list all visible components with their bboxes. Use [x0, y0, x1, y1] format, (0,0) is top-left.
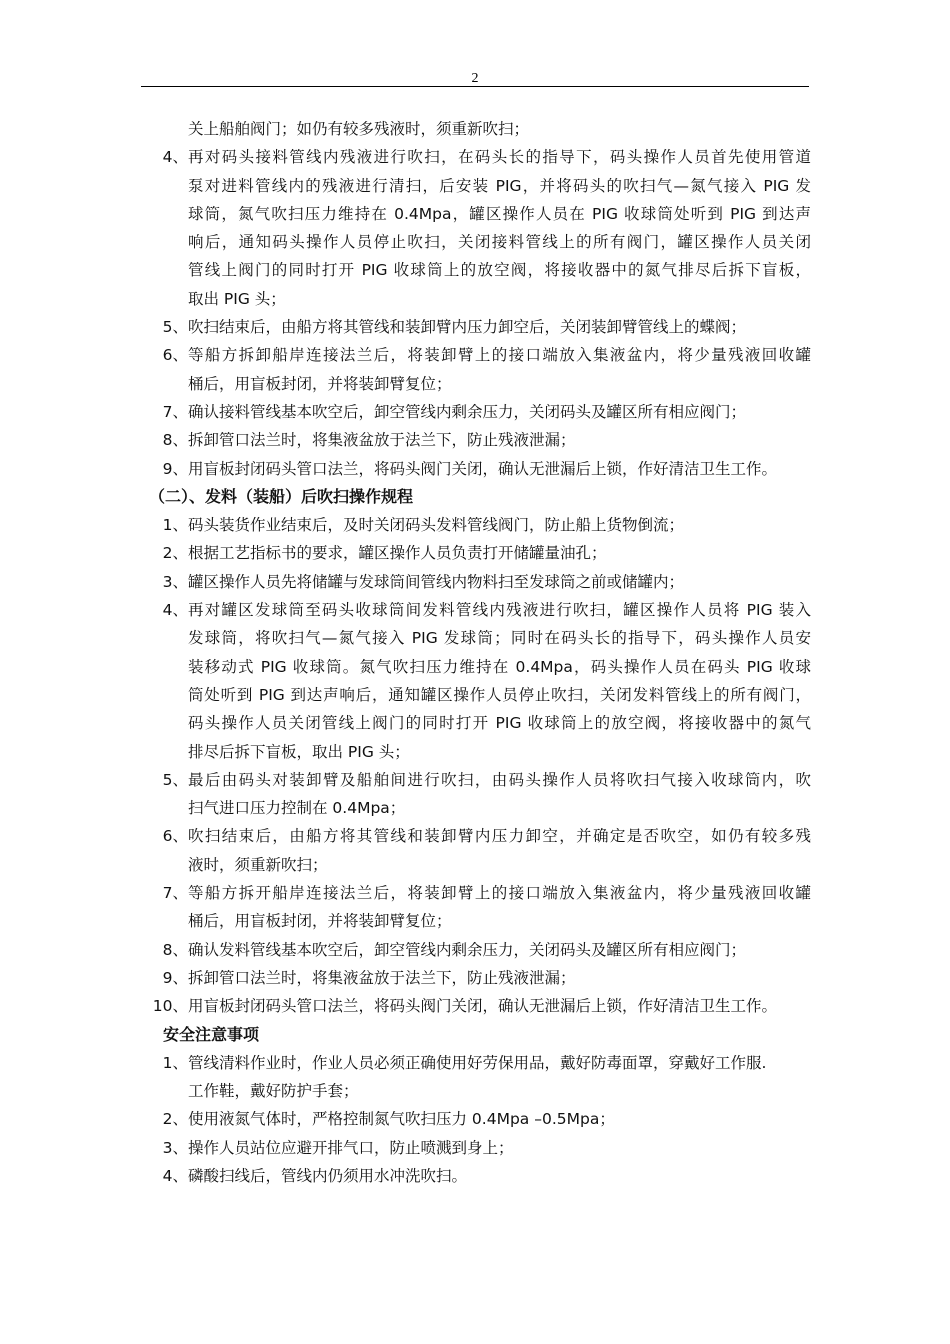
list-item-continuation [141, 653, 811, 681]
list-item [141, 455, 811, 483]
continuation-text: 关上船舶阀门；如仍有较多残液时，须重新吹扫； [188, 120, 530, 138]
list-item [141, 426, 811, 454]
section-heading-2: （二）、发料（装船）后吹扫操作规程 [149, 486, 414, 506]
list-item-continuation [141, 370, 811, 398]
list-item-text: 确认接料管线基本吹空后，卸空管线内剩余压力，关闭码头及罐区所有相应阀门； [188, 402, 747, 421]
list-item-number: 5、 [162, 318, 188, 337]
list-item-continuation [141, 624, 811, 652]
list-item-continuation [141, 907, 811, 935]
list-item [141, 596, 811, 624]
list-item-number: 7、 [162, 402, 188, 421]
list-item-number: 3、 [162, 572, 188, 591]
list-item-continuation [141, 709, 811, 737]
list-item [141, 766, 811, 794]
list-item-continuation [141, 200, 811, 228]
continuation-text: 响后，通知码头操作人员停止吹扫，关闭接料管线上的所有阀门，罐区操作人员关闭 [188, 233, 811, 252]
list-item-continuation [141, 228, 811, 256]
header-rule [141, 86, 809, 87]
list-item-text: 吹扫结束后，由船方将其管线和装卸臂内压力卸空后，关闭装卸臂管线上的蝶阀； [188, 318, 747, 337]
list-item-number: 3、 [162, 1138, 188, 1157]
list-item-text: 码头装货作业结束后，及时关闭码头发料管线阀门，防止船上货物倒流； [188, 516, 685, 535]
list-item-text: 吹扫结束后，由船方将其管线和装卸臂内压力卸空，并确定是否吹空，如仍有较多残 [188, 827, 811, 846]
list-item-continuation [141, 172, 811, 200]
continuation-text: 桶后，用盲板封闭，并将装卸臂复位； [188, 912, 452, 931]
list-item-number: 6、 [162, 827, 188, 846]
list-item-number: 1、 [162, 516, 188, 535]
list-item-text: 再对码头接料管线内残液进行吹扫，在码头长的指导下，码头操作人员首先使用管道 [188, 148, 811, 167]
continuation-text: 泵对进料管线内的残液进行清扫，后安装 PIG，并将码头的吹扫气—氮气接入 PIG 发 [188, 176, 811, 195]
continuation-text: 液时，须重新吹扫； [188, 855, 328, 874]
continuation-text: 工作鞋，戴好防护手套； [188, 1082, 359, 1101]
list-item [141, 398, 811, 426]
section-2-list [141, 511, 811, 1020]
list-item-text: 操作人员站位应避开排气口，防止喷溅到身上； [188, 1138, 514, 1157]
list-item-continuation [141, 115, 811, 143]
list-item-continuation [141, 794, 811, 822]
list-item-text: 等船方拆开船岸连接法兰后，将装卸臂上的接口端放入集液盆内，将少量残液回收罐 [188, 884, 811, 903]
list-item-text: 罐区操作人员先将储罐与发球筒间管线内物料扫至发球筒之前或储罐内； [188, 572, 685, 591]
list-item-text: 最后由码头对装卸臂及船舶间进行吹扫，由码头操作人员将吹扫气接入收球筒内，吹 [188, 770, 811, 789]
continuation-text: 取出 PIG 头； [188, 289, 286, 308]
continuation-text: 码头操作人员关闭管线上阀门的同时打开 PIG 收球筒上的放空阀，将接收器中的氮气 [188, 714, 811, 733]
list-item-continuation [141, 738, 811, 766]
continuation-text: 球筒，氮气吹扫压力维持在 0.4Mpa，罐区操作人员在 PIG 收球筒处听到 PIG 到达声 [188, 204, 811, 223]
list-item-number: 5、 [162, 770, 188, 789]
continuation-text: 发球筒，将吹扫气—氮气接入 PIG 发球筒；同时在码头长的指导下，码头操作人员安 [188, 629, 811, 648]
continuation-text: 装移动式 PIG 收球筒。氮气吹扫压力维持在 0.4Mpa，码头操作人员在码头 PIG 收球 [188, 657, 811, 676]
safety-list [141, 1049, 811, 1190]
list-item-text: 拆卸管口法兰时，将集液盆放于法兰下，防止残液泄漏； [188, 431, 576, 450]
list-item [141, 1134, 811, 1162]
continuation-text: 筒处听到 PIG 到达声响后，通知罐区操作人员停止吹扫，关闭发料管线上的所有阀门， [188, 685, 811, 704]
list-item-text: 拆卸管口法兰时，将集液盆放于法兰下，防止残液泄漏； [188, 968, 576, 987]
list-item-continuation [141, 285, 811, 313]
list-item-number: 4、 [162, 1166, 188, 1185]
list-item-text: 再对罐区发球筒至码头收球筒间发料管线内残液进行吹扫，罐区操作人员将 PIG 装入 [188, 601, 811, 620]
list-item [141, 1105, 811, 1133]
list-item-continuation [141, 851, 811, 879]
list-item-text: 等船方拆卸船岸连接法兰后，将装卸臂上的接口端放入集液盆内，将少量残液回收罐 [188, 346, 811, 365]
list-item-text: 磷酸扫线后，管线内仍须用水冲洗吹扫。 [188, 1166, 468, 1185]
section-1-continuation [141, 115, 811, 483]
list-item [141, 936, 811, 964]
list-item-number: 9、 [162, 968, 188, 987]
list-item [141, 568, 811, 596]
list-item [141, 313, 811, 341]
list-item-text: 用盲板封闭码头管口法兰，将码头阀门关闭，确认无泄漏后上锁，作好清洁卫生工作。 [188, 459, 778, 478]
continuation-text: 桶后，用盲板封闭，并将装卸臂复位； [188, 374, 452, 393]
list-item-text: 用盲板封闭码头管口法兰，将码头阀门关闭，确认无泄漏后上锁，作好清洁卫生工作。 [188, 997, 778, 1016]
list-item-continuation [141, 1077, 811, 1105]
list-item-text: 使用液氮气体时，严格控制氮气吹扫压力 0.4Mpa –0.5Mpa； [188, 1110, 615, 1129]
list-item-number: 2、 [162, 1110, 188, 1129]
list-item-number: 8、 [162, 940, 188, 959]
list-item [141, 341, 811, 369]
list-item-number: 4、 [162, 148, 188, 167]
list-item-number: 4、 [162, 601, 188, 620]
list-item [141, 539, 811, 567]
safety-heading: 安全注意事项 [163, 1024, 260, 1044]
list-item [141, 1162, 811, 1190]
list-item-number: 7、 [162, 884, 188, 903]
document-body [141, 115, 811, 1190]
list-item [141, 879, 811, 907]
continuation-text: 扫气进口压力控制在 0.4Mpa； [188, 799, 406, 818]
list-item-continuation [141, 256, 811, 284]
list-item [141, 511, 811, 539]
list-item [141, 822, 811, 850]
list-item-number: 8、 [162, 431, 188, 450]
list-item [141, 964, 811, 992]
list-item [141, 143, 811, 171]
list-item-number: 2、 [162, 544, 188, 563]
list-item [141, 1049, 811, 1077]
list-item-number: 10、 [152, 997, 188, 1016]
list-item-number: 9、 [162, 459, 188, 478]
list-item-number: 6、 [162, 346, 188, 365]
list-item-text: 根据工艺指标书的要求，罐区操作人员负责打开储罐量油孔； [188, 544, 607, 563]
continuation-text: 管线上阀门的同时打开 PIG 收球筒上的放空阀，将接收器中的氮气排尽后拆下盲板， [188, 261, 811, 280]
list-item-number: 1、 [162, 1053, 188, 1072]
continuation-text: 排尽后拆下盲板，取出 PIG 头； [188, 742, 410, 761]
list-item-continuation [141, 681, 811, 709]
page-number: 2 [471, 71, 479, 86]
list-item-text: 管线清料作业时，作业人员必须正确使用好劳保用品，戴好防毒面罩，穿戴好工作服. [188, 1053, 767, 1072]
list-item-text: 确认发料管线基本吹空后，卸空管线内剩余压力，关闭码头及罐区所有相应阀门； [188, 940, 747, 959]
list-item [141, 992, 811, 1020]
